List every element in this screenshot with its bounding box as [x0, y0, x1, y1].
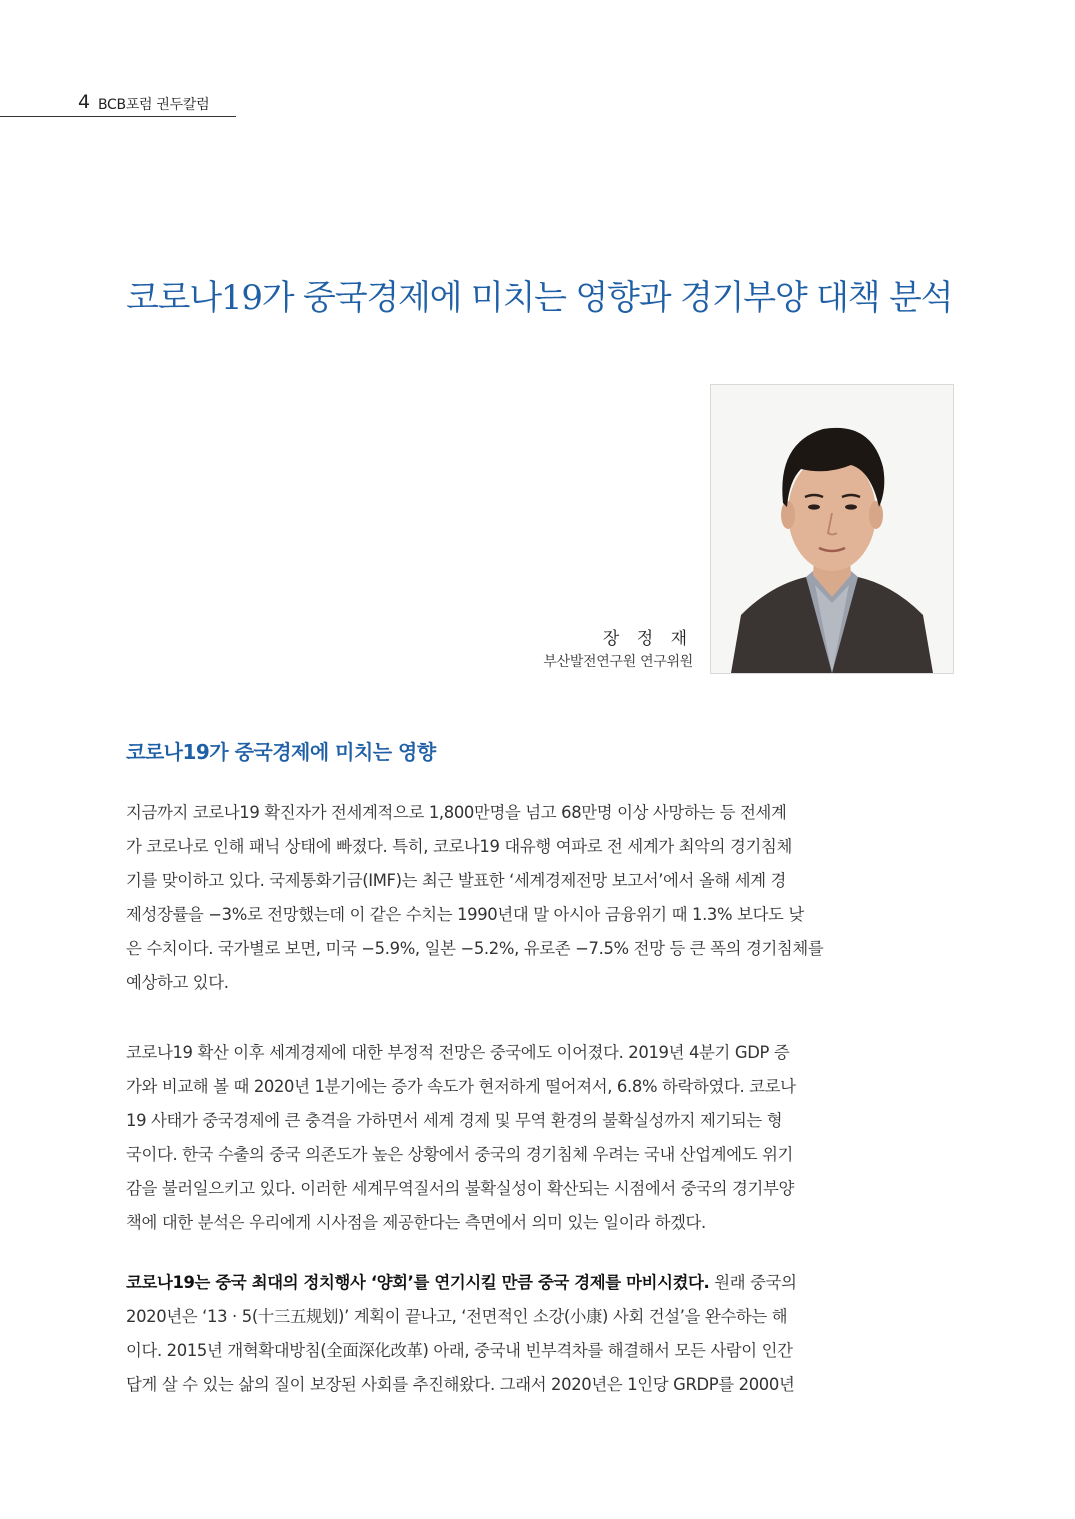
article-title: 코로나19가 중국경제에 미치는 영향과 경기부양 대책 분석 — [126, 278, 953, 318]
text-line: 19 사태가 중국경제에 큰 충격을 가하면서 세계 경제 및 무역 환경의 불확실성까지 제기되는 형 — [126, 1111, 783, 1130]
running-header — [0, 88, 236, 117]
text-line: 가와 비교해 볼 때 2020년 1분기에는 증가 속도가 현저하게 떨어져서, 6.8% 하락하였다. 코로나 — [126, 1077, 796, 1096]
section-heading: 코로나19가 중국경제에 미치는 영향 — [126, 740, 436, 764]
author-affiliation: 부산발전연구원 연구위원 — [543, 654, 693, 670]
text-line: 감을 불러일으키고 있다. 이러한 세계무역질서의 불확실성이 확산되는 시점에서 중국의 경기부양 — [126, 1179, 794, 1198]
text-line: 답게 살 수 있는 삶의 질이 보장된 사회를 추진해왔다. 그래서 2020년은 1인당 GRDP를 2000년 — [126, 1375, 795, 1394]
author-name: 장 정 재 — [602, 629, 693, 649]
paragraph-3 — [126, 1266, 950, 1402]
text-line: 기를 맞이하고 있다. 국제통화기금(IMF)는 최근 발표한 ‘세계경제전망 보고서’에서 올해 세계 경 — [126, 871, 787, 890]
text-line: 가 코로나로 인해 패닉 상태에 빠졌다. 특히, 코로나19 대유행 여파로 전 세계가 최악의 경기침체 — [126, 837, 792, 856]
text-line: 2020년은 ‘13 · 5(十三五规划)’ 계획이 끝나고, ‘전면적인 소강(小康) 사회 건설’을 완수하는 해 — [126, 1307, 788, 1326]
page-number: 4 — [78, 91, 91, 113]
paragraph-2 — [126, 1036, 950, 1240]
text-line: 은 수치이다. 국가별로 보면, 미국 −5.9%, 일본 −5.2%, 유로존 −7.5% 전망 등 큰 폭의 경기침체를 — [126, 939, 824, 958]
author-photo — [710, 384, 954, 674]
text-line: 이다. 2015년 개혁확대방침(全面深化改革) 아래, 중국내 빈부격차를 해결해서 모든 사람이 인간 — [126, 1341, 793, 1360]
text-line: 제성장률을 −3%로 전망했는데 이 같은 수치는 1990년대 말 아시아 금융위기 때 1.3% 보다도 낮 — [126, 905, 804, 924]
text-line: 코로나19 확산 이후 세계경제에 대한 부정적 전망은 중국에도 이어졌다. 2019년 4분기 GDP 증 — [126, 1043, 790, 1062]
lead-line-rest: 원래 중국의 — [709, 1273, 797, 1292]
text-line: 예상하고 있다. — [126, 973, 229, 992]
text-line — [126, 1266, 950, 1300]
text-line: 지금까지 코로나19 확진자가 전세계적으로 1,800만명을 넘고 68만명 이상 사망하는 등 전세계 — [126, 803, 787, 822]
text-line: 책에 대한 분석은 우리에게 시사점을 제공한다는 측면에서 의미 있는 일이라 하겠다. — [126, 1213, 706, 1232]
paragraph-1 — [126, 796, 950, 1000]
running-header-title: BCB포럼 권두칼럼 — [98, 97, 210, 113]
text-line: 국이다. 한국 수출의 중국 의존도가 높은 상황에서 중국의 경기침체 우려는 국내 산업계에도 위기 — [126, 1145, 794, 1164]
lead-sentence: 코로나19는 중국 최대의 정치행사 ‘양회’를 연기시킬 만큼 중국 경제를 마비시켰다. — [126, 1273, 710, 1292]
